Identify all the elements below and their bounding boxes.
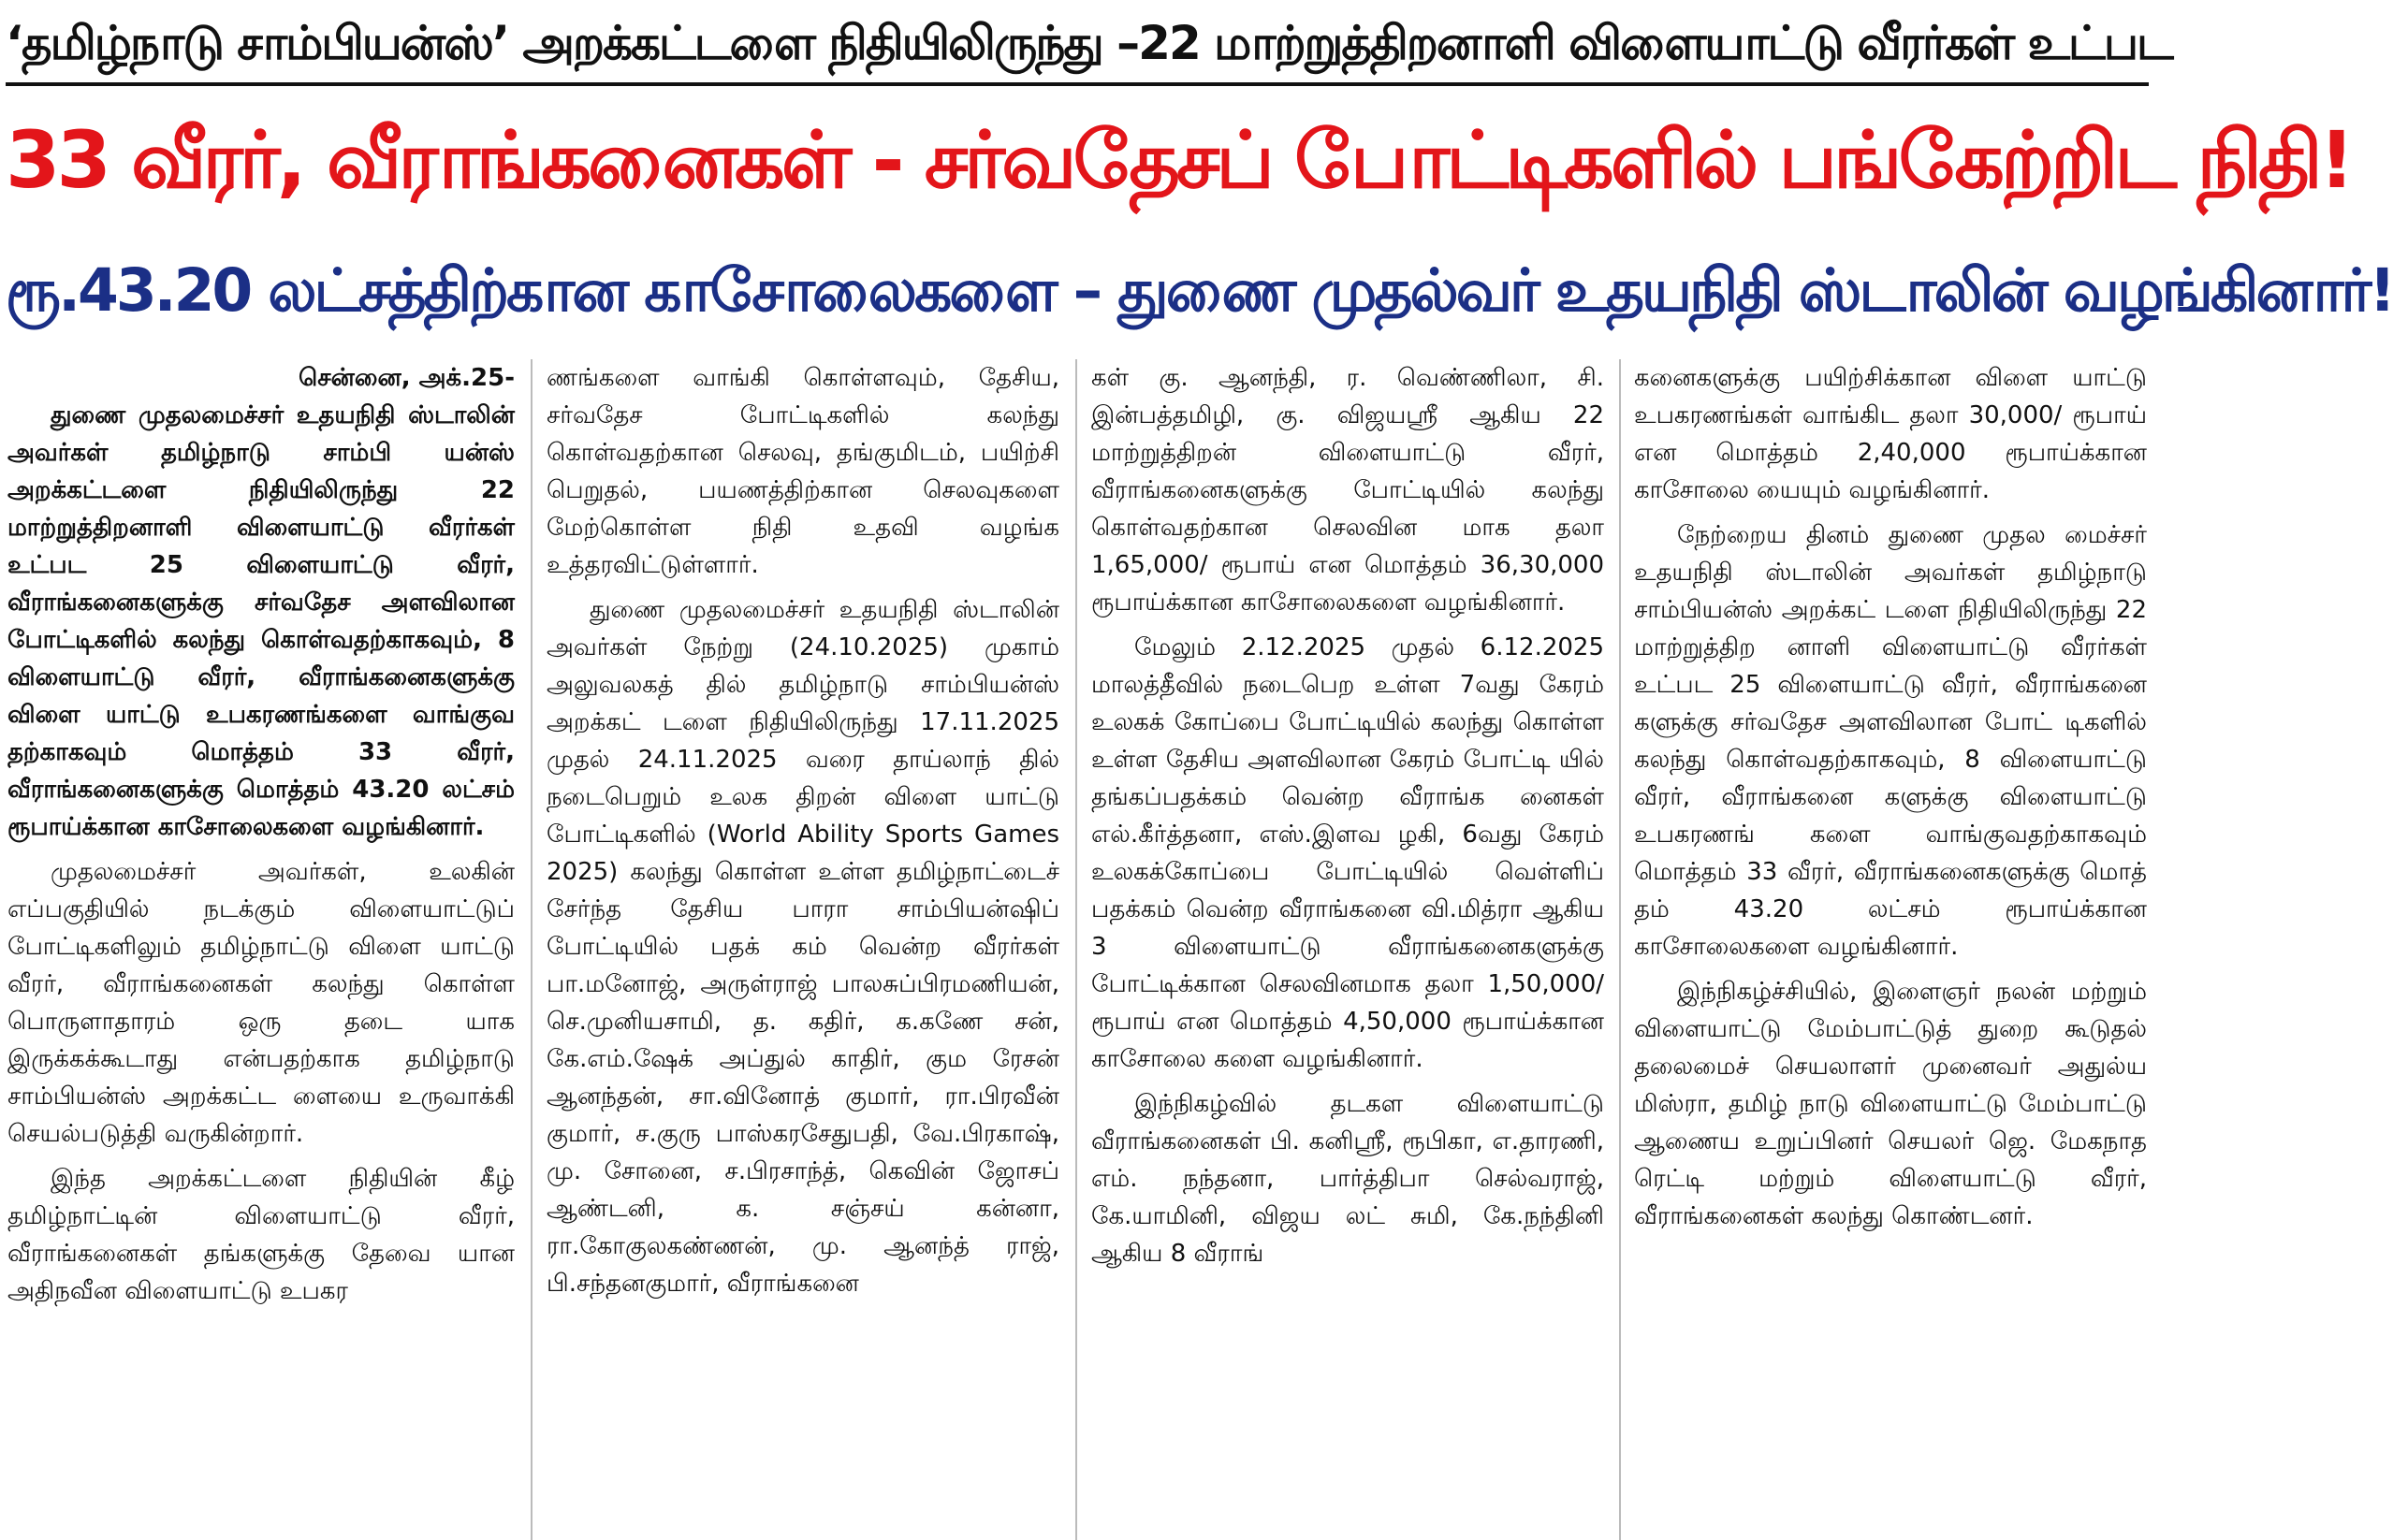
paragraph: இந்நிகழ்ச்சியில், இளைஞர் நலன் மற்றும் விளையாட்டு மேம்பாட்டுத் துறை கூடுதல் தலைமைச் செயலாளர் முனைவர் அதுல்ய மிஸ்ரா, தமிழ் நாடு விளையாட்டு மேம்பாட்டு ஆணைய உறுப்பினர் செயலர் ஜெ. மேகநாத ரெட்டி மற்றும் விளையாட்டு வீரர், வீராங்கனைகள் கலந்து கொண்டனர்.	[1634, 978, 2147, 1230]
dateline: சென்னை, அக்.25-	[299, 364, 515, 392]
paragraph: கனைகளுக்கு பயிற்சிக்கான விளை யாட்டு உபகரணங்கள் வாங்கிட தலா 30,000/ ரூபாய் என மொத்தம் 2,40,000 ரூபாய்க்கான காசோலை யையும் வழங்கினார்.	[1634, 364, 2147, 504]
paragraph: நேற்றைய தினம் துணை முதல மைச்சர் உதயநிதி ஸ்டாலின் அவர்கள் தமிழ்நாடு சாம்பியன்ஸ் அறக்கட் டளை நிதியிலிருந்து 22 மாற்றுத்திற னாளி விளையாட்டு வீரர்கள் உட்பட 25 விளையாட்டு வீரர், வீராங்கனை களுக்கு சர்வதேச அளவிலான போட் டிகளில் கலந்து கொள்வதற்காகவும், 8 விளையாட்டு வீரர், வீராங்கனை களுக்கு விளையாட்டு உபகரணங் களை வாங்குவதற்காகவும் மொத்தம் 33 வீரர், வீராங்கனைகளுக்கு மொத் தம் 43.20 லட்சம் ரூபாய்க்கான காசோலைகளை வழங்கினார்.	[1634, 521, 2147, 961]
lead-paragraph: துணை முதலமைச்சர் உதயநிதி ஸ்டாலின் அவர்கள் தமிழ்நாடு சாம்பி யன்ஸ் அறக்கட்டளை நிதியிலிருந்து 22 மாற்றுத்திறனாளி விளையாட்டு வீரர்கள் உட்பட 25 விளையாட்டு வீரர், வீராங்கனைகளுக்கு சர்வதேச அளவிலான போட்டிகளில் கலந்து கொள்வதற்காகவும், 8 விளையாட்டு வீரர், வீராங்கனைகளுக்கு விளை யாட்டு உபகரணங்களை வாங்குவ தற்காகவும் மொத்தம் 33 வீரர், வீராங்கனைகளுக்கு மொத்தம் 43.20 லட்சம் ரூபாய்க்கான காசோலைகளை வழங்கினார்.	[7, 401, 515, 841]
paragraph: ணங்களை வாங்கி கொள்ளவும், தேசிய, சர்வதேச போட்டிகளில் கலந்து கொள்வதற்கான செலவு, தங்குமிடம், பயிற்சி பெறுதல், பயணத்திற்கான செலவுகளை மேற்கொள்ள நிதி உதவி வழங்க உத்தரவிட்டுள்ளார்.	[547, 364, 1059, 579]
column-2	[547, 359, 1059, 1540]
main-headline: 33 வீரர், வீராங்கனைகள் - சர்வதேசப் போட்டிகளில் பங்கேற்றிட நிதி!	[6, 114, 2352, 206]
kicker-rule	[6, 82, 2149, 86]
paragraph: கள் கு. ஆனந்தி, ர. வெண்ணிலா, சி. இன்பத்தமிழி, கு. விஜயஸ்ரீ ஆகிய 22 மாற்றுத்திறன் விளையாட்டு வீரர், வீராங்கனைகளுக்கு போட்டியில் கலந்து கொள்வதற்கான செலவின மாக தலா 1,65,000/ ரூபாய் என மொத்தம் 36,30,000 ரூபாய்க்கான காசோலைகளை வழங்கினார்.	[1091, 364, 1604, 617]
article-body	[0, 359, 2154, 1540]
kicker-headline: ‘தமிழ்நாடு சாம்பியன்ஸ்’ அறக்கட்டளை நிதியிலிருந்து –22 மாற்றுத்திறனாளி விளையாட்டு வீரர்கள் உட்பட	[6, 16, 2172, 70]
paragraph: துணை முதலமைச்சர் உதயநிதி ஸ்டாலின் அவர்கள் நேற்று (24.10.2025) முகாம் அலுவலகத் தில் தமிழ்நாடு சாம்பியன்ஸ் அறக்கட் டளை நிதியிலிருந்து 17.11.2025 முதல் 24.11.2025 வரை தாய்லாந் தில் நடைபெறும் உலக திறன் விளை யாட்டு போட்டிகளில் (World Ability Sports Games 2025) கலந்து கொள்ள உள்ள தமிழ்நாட்டைச் சேர்ந்த தேசிய பாரா சாம்பியன்ஷிப் போட்டியில் பதக் கம் வென்ற வீரர்கள் பா.மனோஜ், அருள்ராஜ் பாலசுப்பிரமணியன், செ.முனியசாமி, த. கதிர், க.கணே சன், கே.எம்.ஷேக் அப்துல் காதிர், கும ரேசன் ஆனந்தன், சா.வினோத் குமார், ரா.பிரவீன் குமார், ச.குரு பாஸ்கரசேதுபதி, வே.பிரகாஷ், மு. சோனை, ச.பிரசாந்த், கெவின் ஜோசப் ஆண்டனி, க. சஞ்சய் கன்னா, ரா.கோகுலகண்ணன், மு. ஆனந்த் ராஜ், பி.சந்தனகுமார், வீராங்கனை	[547, 596, 1059, 1298]
column-4	[1634, 359, 2147, 1540]
column-3	[1091, 359, 1604, 1540]
column-1	[7, 359, 515, 1540]
sub-headline: ரூ.43.20 லட்சத்திற்கான காசோலைகளை – துணை முதல்வர் உதயநிதி ஸ்டாலின் வழங்கினார்!	[6, 256, 2393, 325]
paragraph: மேலும் 2.12.2025 முதல் 6.12.2025 மாலத்தீவில் நடைபெற உள்ள 7வது கேரம் உலகக் கோப்பை போட்டியில் கலந்து கொள்ள உள்ள தேசிய அளவிலான கேரம் போட்டி யில் தங்கப்பதக்கம் வென்ற வீராங்க னைகள் எல்.கீர்த்தனா, எஸ்.இளவ ழகி, 6வது கேரம் உலகக்கோப்பை போட்டியில் வெள்ளிப் பதக்கம் வென்ற வீராங்கனை வி.மித்ரா ஆகிய 3 விளையாட்டு வீராங்கனைகளுக்கு போட்டிக்கான செலவினமாக தலா 1,50,000/ ரூபாய் என மொத்தம் 4,50,000 ரூபாய்க்கான காசோலை களை வழங்கினார்.	[1091, 633, 1604, 1073]
paragraph: இந்நிகழ்வில் தடகள விளையாட்டு வீராங்கனைகள் பி. கனிஸ்ரீ, ரூபிகா, எ.தாரணி, எம். நந்தனா, பார்த்திபா செல்வராஜ், கே.யாமினி, விஜய லட் சுமி, கே.நந்தினி ஆகிய 8 வீராங்	[1091, 1090, 1604, 1268]
paragraph: இந்த அறக்கட்டளை நிதியின் கீழ் தமிழ்நாட்டின் விளையாட்டு வீரர், வீராங்கனைகள் தங்களுக்கு தேவை யான அதிநவீன விளையாட்டு உபகர	[7, 1165, 515, 1305]
paragraph: முதலமைச்சர் அவர்கள், உலகின் எப்பகுதியில் நடக்கும் விளையாட்டுப் போட்டிகளிலும் தமிழ்நாட்டு விளை யாட்டு வீரர், வீராங்கனைகள் கலந்து கொள்ள பொருளாதாரம் ஒரு தடை யாக இருக்கக்கூடாது என்பதற்காக தமிழ்நாடு சாம்பியன்ஸ் அறக்கட்ட ளையை உருவாக்கி செயல்படுத்தி வருகின்றார்.	[7, 858, 515, 1148]
